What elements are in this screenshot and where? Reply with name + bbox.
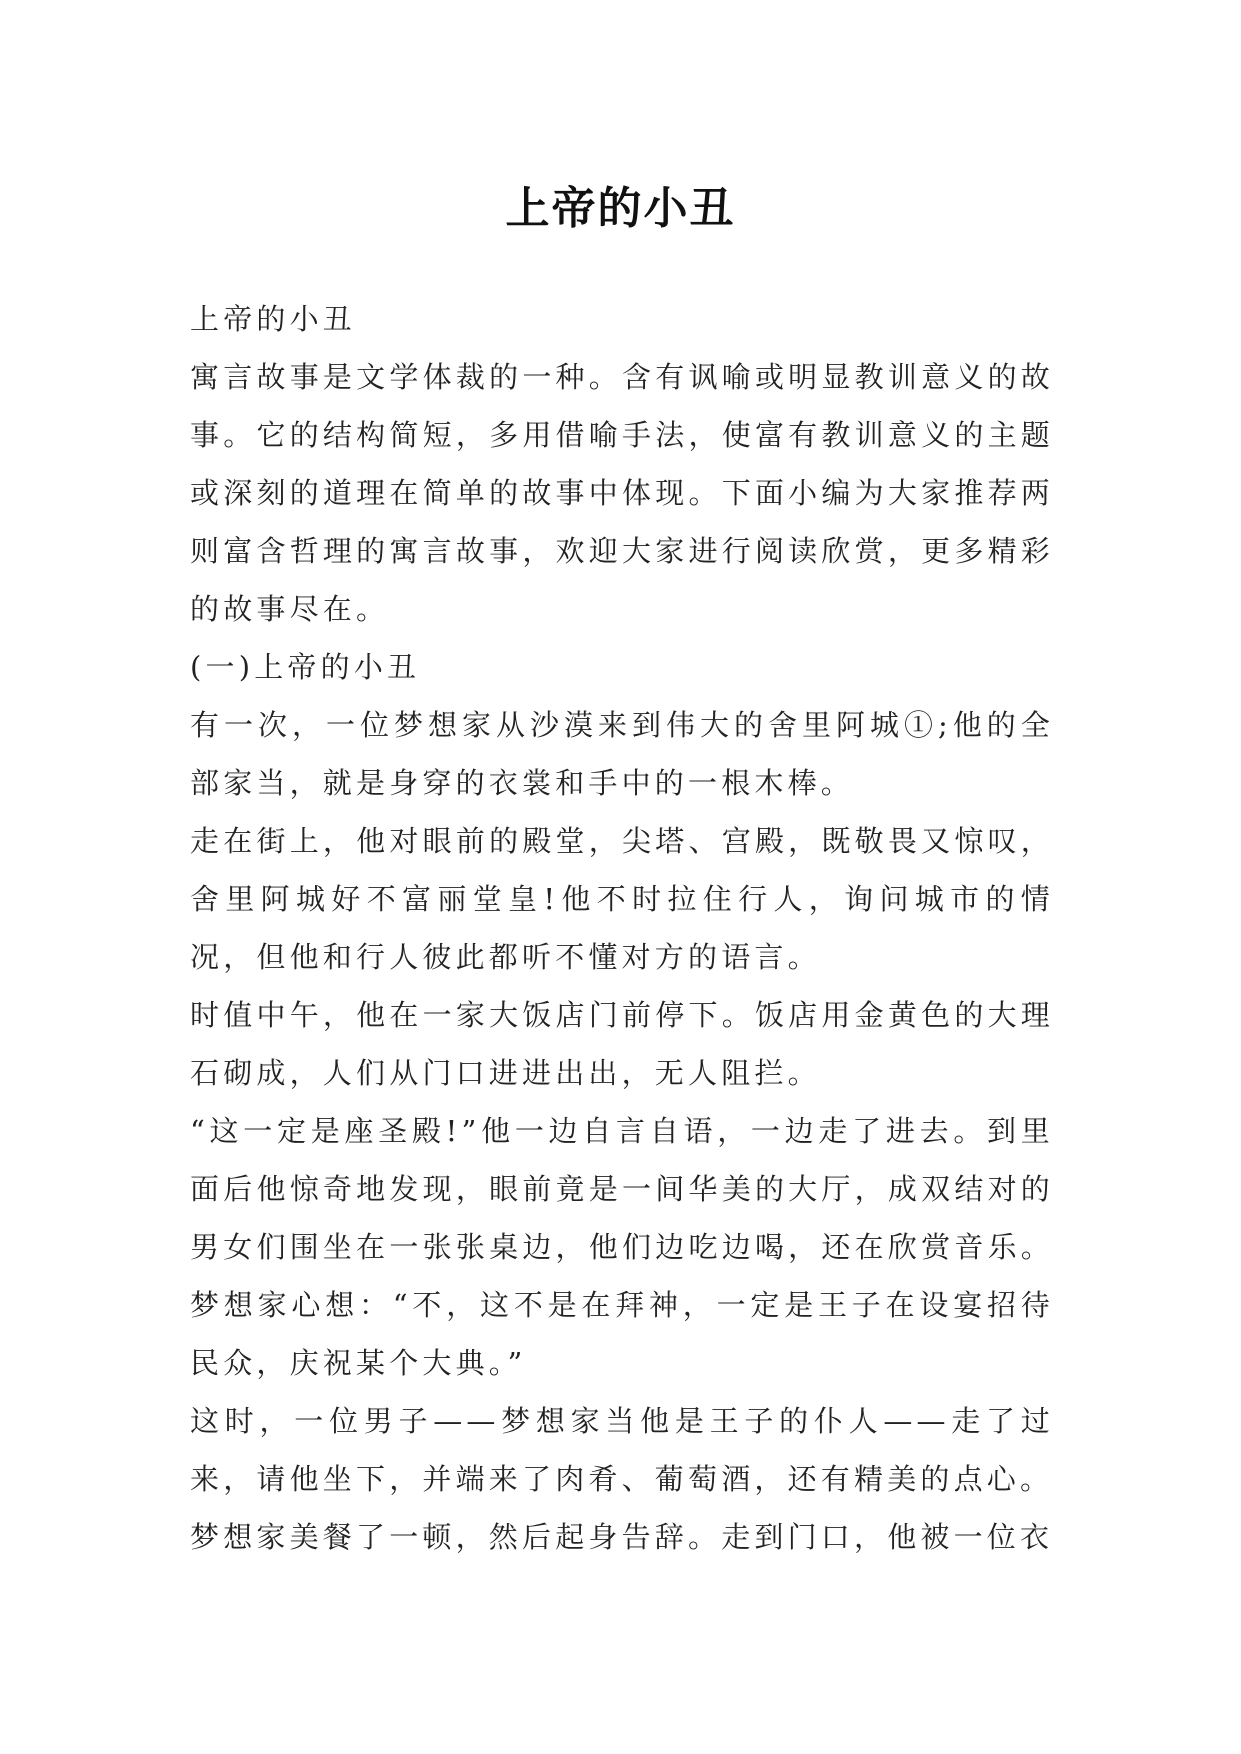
document-title: 上帝的小丑 — [505, 183, 736, 235]
document-body — [190, 290, 1054, 1566]
paragraph: 走在街上，他对眼前的殿堂，尖塔、宫殿，既敬畏又惊叹，舍里阿城好不富丽堂皇!他不时拉住行人，询问城市的情况，但他和行人彼此都听不懂对方的语言。 — [190, 824, 1054, 974]
paragraph-section-heading: (一)上帝的小丑 — [190, 650, 421, 684]
paragraph: 这时，一位男子——梦想家当他是王子的仆人——走了过来，请他坐下，并端来了肉肴、葡萄酒，还有精美的点心。 — [190, 1404, 1054, 1496]
paragraph-intro: 寓言故事是文学体裁的一种。含有讽喻或明显教训意义的故事。它的结构简短，多用借喻手法，使富有教训意义的主题或深刻的道理在简单的故事中体现。下面小编为大家推荐两则富含哲理的寓言故事，欢迎大家进行阅读欣赏，更多精彩的故事尽在。 — [190, 360, 1054, 626]
paragraph: 梦想家美餐了一顿，然后起身告辞。走到门口，他被一位衣 — [190, 1520, 1054, 1554]
paragraph-subtitle: 上帝的小丑 — [190, 302, 357, 336]
paragraph: 有一次，一位梦想家从沙漠来到伟大的舍里阿城①;他的全部家当，就是身穿的衣裳和手中的一根木棒。 — [190, 708, 1054, 800]
paragraph: 时值中午，他在一家大饭店门前停下。饭店用金黄色的大理石砌成，人们从门口进进出出，无人阻拦。 — [190, 998, 1054, 1090]
paragraph: “这一定是座圣殿!”他一边自言自语，一边走了进去。到里面后他惊奇地发现，眼前竟是一间华美的大厅，成双结对的男女们围坐在一张张桌边，他们边吃边喝，还在欣赏音乐。梦想家心想：“不，这不是在拜神，一定是王子在设宴招待民众，庆祝某个大典。” — [190, 1114, 1054, 1380]
